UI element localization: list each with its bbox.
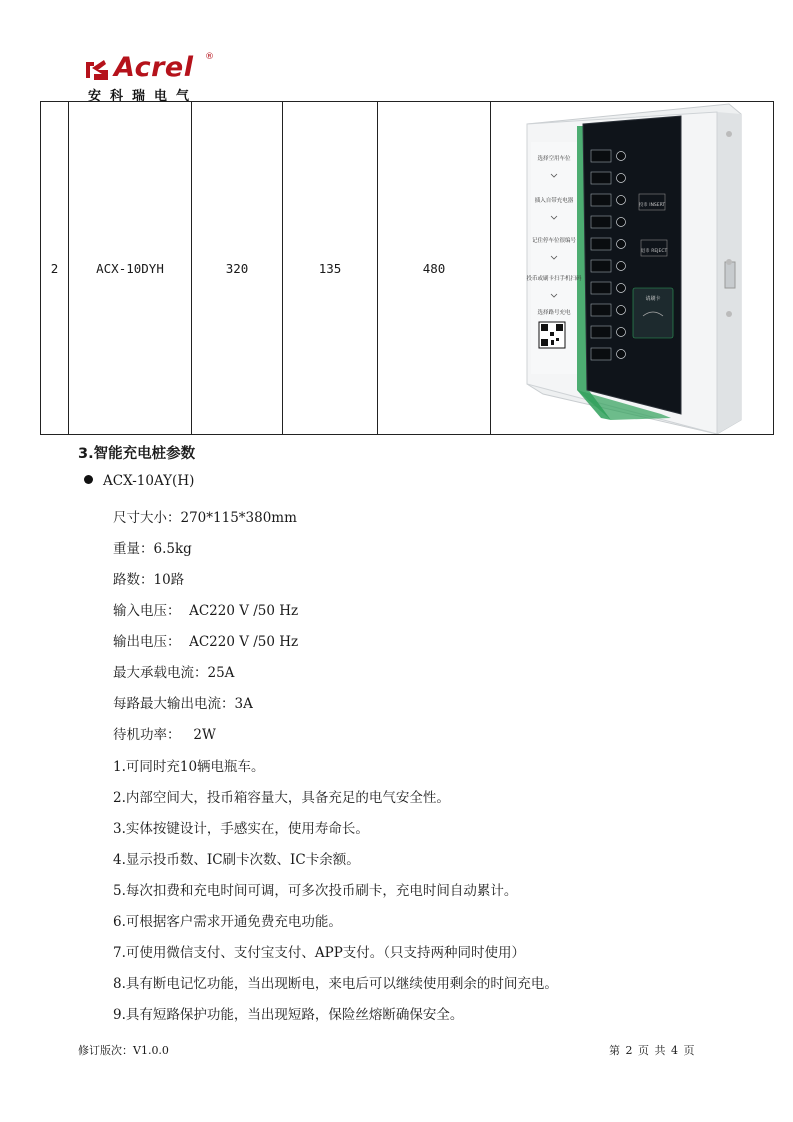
port-button bbox=[617, 350, 626, 359]
row-width: 320 bbox=[192, 102, 283, 435]
model-bullet bbox=[84, 473, 194, 489]
charging-station-photo bbox=[491, 102, 773, 434]
port-display bbox=[591, 348, 611, 360]
port-button bbox=[617, 328, 626, 337]
feature-item: 3.实体按键设计，手感实在，使用寿命长。 bbox=[113, 821, 369, 837]
spec-line: 每路最大输出电流：3A bbox=[113, 696, 253, 712]
row-model: ACX-10DYH bbox=[69, 102, 192, 435]
brand-name: Acrel bbox=[114, 52, 194, 83]
port-display bbox=[591, 194, 611, 206]
port-display bbox=[591, 172, 611, 184]
step-label-4: 投币或刷卡扫手机扫码 bbox=[526, 276, 582, 282]
insert-label: 投币 INSERT bbox=[638, 203, 666, 208]
spec-line: 待机功率： 2W bbox=[113, 727, 216, 743]
registered-mark: ® bbox=[205, 52, 214, 62]
port-button bbox=[617, 306, 626, 315]
card-label: 请刷卡 bbox=[645, 296, 661, 302]
spec-line: 尺寸大小：270*115*380mm bbox=[113, 510, 297, 526]
acrel-logo bbox=[84, 52, 224, 102]
product-photo-cell bbox=[491, 102, 774, 435]
spec-line: 输出电压： AC220 V /50 Hz bbox=[113, 634, 299, 650]
spec-line: 最大承载电流：25A bbox=[113, 665, 235, 681]
brand-name-cn: 安科瑞电气 bbox=[88, 89, 199, 104]
step-label-3: 记住停车位很编号 bbox=[531, 238, 577, 244]
feature-item: 2.内部空间大，投币箱容量大，具备充足的电气安全性。 bbox=[113, 790, 450, 806]
port-display bbox=[591, 238, 611, 250]
port-button bbox=[617, 240, 626, 249]
revision-label: 修订版次：V1.0.0 bbox=[78, 1044, 169, 1057]
page-number: 第 2 页 共 4 页 bbox=[609, 1044, 696, 1057]
feature-item: 4.显示投币数、IC刷卡次数、IC卡余额。 bbox=[113, 852, 360, 868]
row-index: 2 bbox=[41, 102, 69, 435]
port-display bbox=[591, 304, 611, 316]
feature-item: 6.可根据客户需求开通免费充电功能。 bbox=[113, 914, 342, 930]
feature-item: 7.可使用微信支付、支付宝支付、APP支付。（只支持两种同时使用） bbox=[113, 945, 526, 961]
spec-line: 路数：10路 bbox=[113, 572, 185, 588]
port-button bbox=[617, 284, 626, 293]
port-display bbox=[591, 326, 611, 338]
port-display bbox=[591, 260, 611, 272]
port-display bbox=[591, 150, 611, 162]
row-depth: 135 bbox=[283, 102, 378, 435]
feature-item: 9.具有短路保护功能，当出现短路，保险丝熔断确保安全。 bbox=[113, 1007, 464, 1023]
port-button bbox=[617, 174, 626, 183]
step-label-2: 插入自带充电器 bbox=[534, 198, 574, 204]
product-table bbox=[40, 101, 774, 435]
bullet-icon bbox=[84, 475, 93, 484]
port-display bbox=[591, 282, 611, 294]
step-label-1: 选择空用车位 bbox=[537, 156, 571, 162]
spec-line: 输入电压： AC220 V /50 Hz bbox=[113, 603, 299, 619]
port-button bbox=[617, 152, 626, 161]
model-name: ACX-10AY(H) bbox=[103, 473, 195, 489]
spec-line: 重量：6.5kg bbox=[113, 541, 192, 557]
table-row bbox=[41, 102, 774, 435]
acrel-logo-mark-icon bbox=[84, 58, 114, 82]
row-height: 480 bbox=[378, 102, 491, 435]
port-button bbox=[617, 218, 626, 227]
feature-item: 5.每次扣费和充电时间可调，可多次投币刷卡，充电时间自动累计。 bbox=[113, 883, 518, 899]
port-button bbox=[617, 262, 626, 271]
reject-label: 退币 REJECT bbox=[640, 249, 668, 254]
feature-item: 8.具有断电记忆功能，当出现断电，来电后可以继续使用剩余的时间充电。 bbox=[113, 976, 558, 992]
section-heading: 3.智能充电桩参数 bbox=[78, 446, 196, 462]
port-button bbox=[617, 196, 626, 205]
step-label-5: 选择路号充电 bbox=[537, 310, 571, 316]
feature-item: 1.可同时充10辆电瓶车。 bbox=[113, 759, 265, 775]
port-display bbox=[591, 216, 611, 228]
